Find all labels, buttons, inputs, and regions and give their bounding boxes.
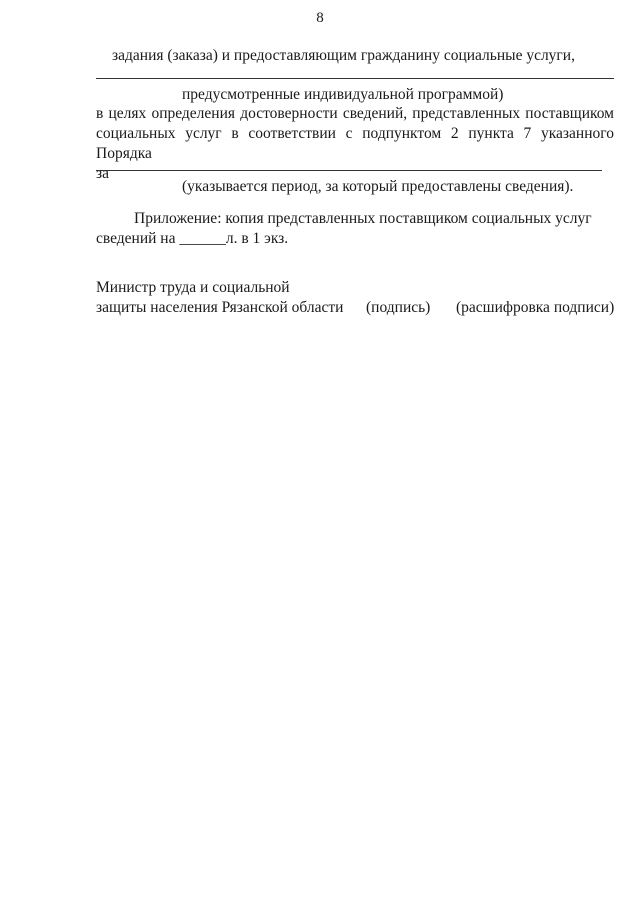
page-number: 8 [316, 10, 324, 26]
caption-individual-program: предусмотренные индивидуальной программой) [182, 86, 504, 103]
paragraph-line: за [96, 165, 110, 182]
text-line-assignment: задания (заказа) и предоставляющим гражданину социальные услуги, [112, 47, 575, 64]
period-underline [96, 170, 602, 171]
caption-period: (указывается период, за который предоставлены сведения). [182, 178, 574, 195]
fill-in-underline [96, 78, 614, 79]
paragraph-line: социальных услуг в соответствии с подпунктом 2 пункта 7 указанного Порядка [96, 125, 614, 162]
signatory-title-line-1: Министр труда и социальной [96, 279, 290, 296]
paragraph-line: в целях определения достоверности сведений, представленных поставщиком [96, 105, 614, 122]
signature-decoding-label: (расшифровка подписи) [456, 299, 615, 316]
appendix-line-1: Приложение: копия представленных поставщиком социальных услуг [134, 210, 592, 227]
appendix-line-2: сведений на ______л. в 1 экз. [96, 230, 289, 247]
signatory-title-line-2: защиты населения Рязанской области [96, 299, 344, 316]
signature-label: (подпись) [366, 299, 431, 316]
paragraph-purpose [96, 104, 614, 184]
